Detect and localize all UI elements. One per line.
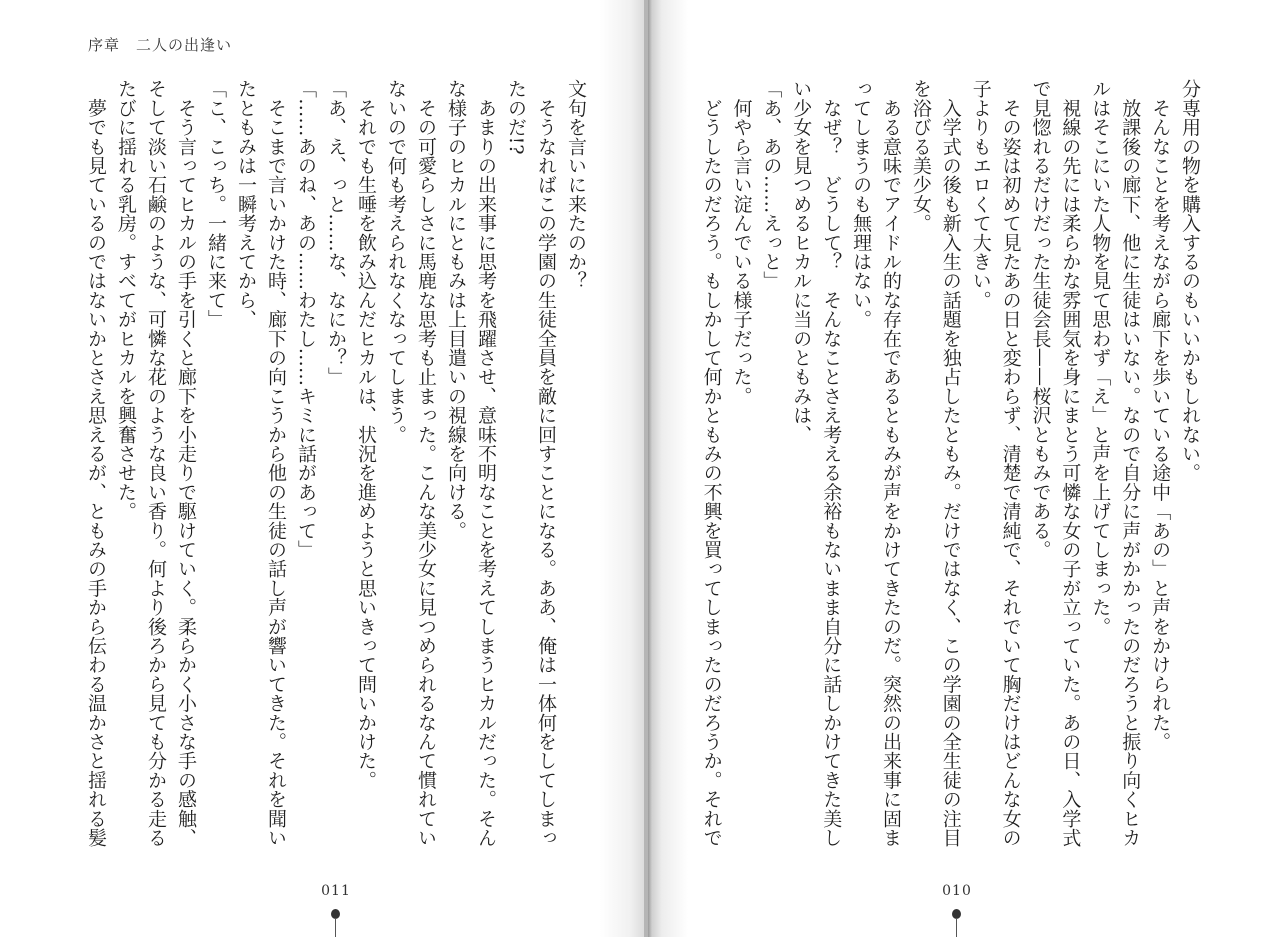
text-column: 放課後の廊下、他に生徒はいない。なので自分に声がかかったのだろうと振り向くヒカ: [1119, 79, 1142, 847]
text-column: あまりの出来事に思考を飛躍させ、意味不明なことを考えてしまうヒカルだった。そん: [475, 79, 497, 847]
text-column: ってしまうのも無理はない。: [850, 79, 873, 329]
text-column: そうなればこの学園の生徒全員を敵に回すことになる。ああ、俺は一体何をしてしまっ: [535, 79, 557, 847]
text-column: 夢でも見ているのではないかとさえ思えるが、ともみの手から伝わる温かさと揺れる髪: [85, 79, 107, 847]
text-column: 「こ、こっち。一緒に来て」: [205, 79, 227, 329]
text-column: たともみは一瞬考えてから、: [235, 79, 257, 329]
page-number-right: 010: [942, 883, 972, 899]
text-column: 「……あのね、あの……わたし……キミに話があって」: [295, 79, 317, 559]
text-column: たのだ!?: [505, 79, 527, 155]
text-column: たびに揺れる乳房。すべてがヒカルを興奮させた。: [115, 79, 137, 521]
text-column: どうしたのだろう。もしかして何かともみの不興を買ってしまったのだろうか。それで: [700, 79, 723, 847]
page-marker-line: [956, 918, 957, 937]
text-column: 何やら言い淀んでいる様子だった。: [730, 79, 753, 406]
page-marker-line: [335, 918, 336, 937]
text-column: その可愛らしさに馬鹿な思考も止まった。こんな美少女に見つめられるなんて慣れてい: [415, 79, 437, 847]
text-column: ある意味でアイドル的な存在であるともみが声をかけてきたのだ。突然の出来事に固ま: [880, 79, 902, 847]
text-column: そう言ってヒカルの手を引くと廊下を小走りで駆けていく。柔らかく小さな手の感触、: [175, 79, 197, 847]
text-column: 文句を言いに来たのか？: [565, 79, 587, 291]
text-column: なぜ？ どうして？ そんなことさえ考える余裕もないまま自分に話しかけてきた美し: [820, 79, 843, 847]
text-column: ないので何も考えられなくなってしまう。: [385, 79, 407, 444]
text-column: そして淡い石鹸のような、可憐な花のような良い香り。何より後ろから見ても分かる走る: [145, 79, 167, 847]
page-number-left: 011: [321, 883, 351, 899]
right-page: [648, 0, 1280, 937]
text-column: な様子のヒカルにともみは上目遣いの視線を向ける。: [445, 79, 467, 540]
text-column: い少女を見つめるヒカルに当のともみは、: [790, 79, 813, 444]
text-column: そこまで言いかけた時、廊下の向こうから他の生徒の話し声が響いてきた。それを聞い: [265, 79, 287, 847]
text-column: そんなことを考えながら廊下を歩いている途中「あの」と声をかけられた。: [1149, 79, 1172, 751]
text-column: 子よりもエロくて大きい。: [969, 79, 992, 310]
text-column: 入学式の後も新入生の話題を独占したともみ。だけではなく、この学園の全生徒の注目: [939, 79, 962, 847]
text-column: ルはそこにいた人物を見て思わず「え」と声を上げてしまった。: [1089, 79, 1112, 636]
text-column: 分専用の物を購入するのもいいかもしれない。: [1179, 79, 1201, 483]
text-column: 視線の先には柔らかな雰囲気を身にまとう可憐な女の子が立っていた。あの日、入学式: [1059, 79, 1082, 847]
text-column: それでも生唾を飲み込んだヒカルは、状況を進めようと思いきって問いかけた。: [355, 79, 377, 790]
text-column: で見惚れるだけだった生徒会長——桜沢ともみである。: [1029, 79, 1052, 559]
text-column: その姿は初めて見たあの日と変わらず、清楚で清純で、それでいて胸だけはどんな女の: [999, 79, 1022, 847]
text-column: 「あ、え、っと……な、なにか？」: [325, 79, 347, 387]
running-head-chapter-title: 序章 二人の出逢い: [88, 36, 233, 54]
text-column: 「あ、あの……えっと」: [760, 79, 783, 291]
text-column: を浴びる美少女。: [909, 79, 932, 233]
